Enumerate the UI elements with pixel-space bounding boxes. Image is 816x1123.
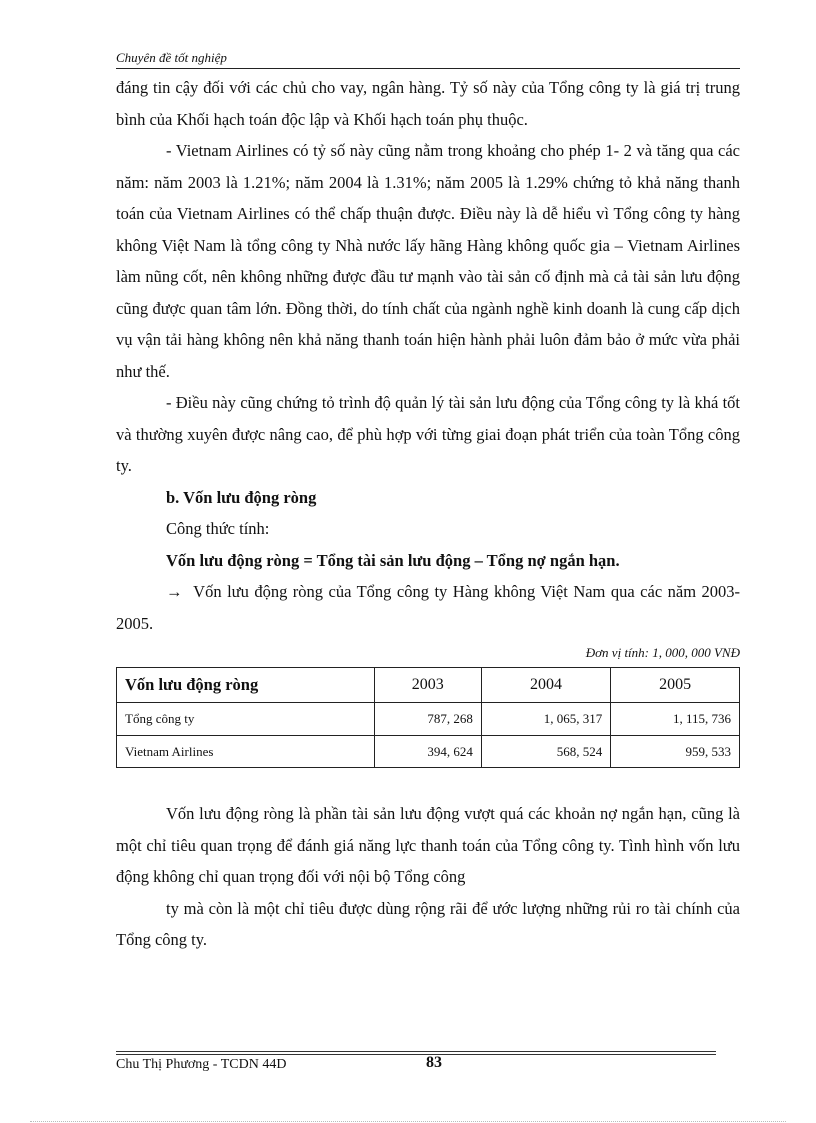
paragraph-3: - Điều này cũng chứng tỏ trình độ quản lý tài sản lưu động của Tổng công ty là khá tốt và thường xuyên được nâng cao, để phù hợp với từng giai đoạn phát triển của toàn Tổng công ty. <box>116 393 740 475</box>
page-edge-divider <box>30 1121 786 1122</box>
table-cell: 1, 115, 736 <box>611 703 740 736</box>
page-header: Chuyên đề tốt nghiệp <box>116 50 740 69</box>
table-header-cell: Vốn lưu động ròng <box>117 668 375 703</box>
working-capital-table <box>116 667 740 768</box>
table-cell: 787, 268 <box>374 703 481 736</box>
footer-rule <box>116 1051 716 1055</box>
paragraph-6: ty mà còn là một chỉ tiêu được dùng rộng rãi để ước lượng những rủi ro tài chính của Tổng công ty. <box>116 898 740 949</box>
formula-label: Công thức tính: <box>166 519 270 538</box>
table-cell: Tổng công ty <box>117 703 375 736</box>
body-text <box>116 72 740 956</box>
paragraph-2: - Vietnam Airlines có tỷ số này cũng nằm trong khoảng cho phép 1- 2 và tăng qua các năm: năm 2003 là 1.21%; năm 2004 là 1.31%; năm 2005 là 1.29% chứng tỏ khả năng thanh toán của Vietnam Airlines có thể chấp thuận được. Điều này là dễ hiểu vì Tổng công ty hàng không Việt Nam là tổng công ty Nhà nước lấy hãng Hàng không quốc gia – Vietnam Airlines làm nũng cốt, nên không những được đầu tư mạnh vào tài sản cố định mà cả tài sản lưu động cũng được quan tâm lớn. Đồng thời, do tính chất của ngành nghề kinh doanh là cung cấp dịch vụ vận tải hàng không nên khả năng thanh toán hiện hành phải luôn đảm bảo ở mức vừa phải như thế. <box>116 141 740 381</box>
table-header-cell: 2004 <box>481 668 610 703</box>
table-header-cell: 2005 <box>611 668 740 703</box>
unit-note: Đơn vị tính: 1, 000, 000 VNĐ <box>585 645 740 660</box>
paragraph-1: đáng tin cậy đối với các chủ cho vay, ngân hàng. Tỷ số này của Tổng công ty là giá trị trung bình của Khối hạch toán độc lập và Khối hạch toán phụ thuộc. <box>116 78 740 129</box>
section-heading-b: b. Vốn lưu động ròng <box>166 487 317 507</box>
footer-author: Chu Thị Phương - TCDN 44D <box>116 1057 287 1072</box>
table-cell: Vietnam Airlines <box>117 735 375 768</box>
arrow-icon: → <box>166 582 183 601</box>
paragraph-4-text: Vốn lưu động ròng của Tổng công ty Hàng không Việt Nam qua các năm 2003-2005. <box>116 582 741 633</box>
page-number: 83 <box>426 1054 442 1071</box>
paragraph-5: Vốn lưu động ròng là phần tài sản lưu động vượt quá các khoản nợ ngắn hạn, cũng là một chỉ tiêu quan trọng để đánh giá năng lực thanh toán của Tổng công ty. Tình hình vốn lưu động không chỉ quan trọng đối với nội bộ Tổng công <box>116 804 740 886</box>
table-row <box>117 703 740 736</box>
table-header-cell: 2003 <box>374 668 481 703</box>
formula: Vốn lưu động ròng = Tổng tài sản lưu động – Tổng nợ ngắn hạn. <box>166 550 620 570</box>
table-cell: 959, 533 <box>611 735 740 768</box>
table-cell: 394, 624 <box>374 735 481 768</box>
paragraph-4 <box>116 576 740 639</box>
table-cell: 1, 065, 317 <box>481 703 610 736</box>
table-header-row <box>117 668 740 703</box>
table-cell: 568, 524 <box>481 735 610 768</box>
table-row <box>117 735 740 768</box>
